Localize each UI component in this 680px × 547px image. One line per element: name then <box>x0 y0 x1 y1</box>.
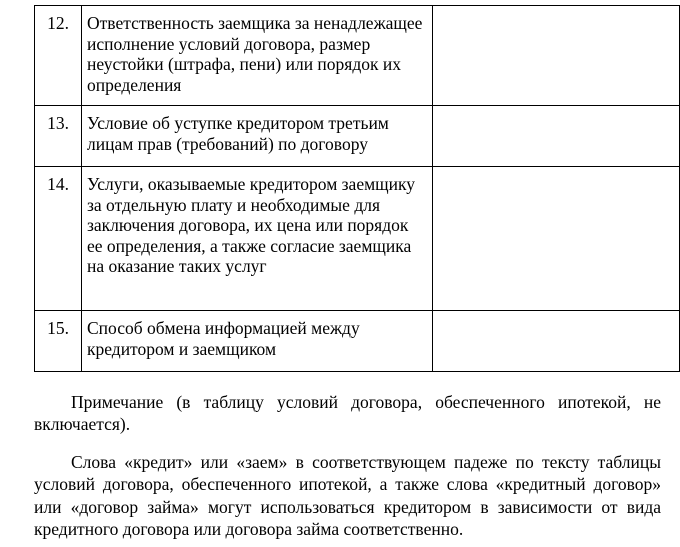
row-value-cell <box>433 311 680 372</box>
row-number: 12. <box>35 6 82 106</box>
row-number: 13. <box>35 106 82 167</box>
table-row <box>35 106 680 167</box>
contract-terms-table <box>34 5 680 372</box>
note-paragraph: Примечание (в таблицу условий договора, обеспеченного ипотекой, не включается). <box>34 392 661 435</box>
row-value-cell <box>433 6 680 106</box>
row-description: Ответственность заемщика за ненадлежащее исполнение условий договора, размер неустойки (штрафа, пени) или порядок их определения <box>82 6 433 106</box>
row-value-cell <box>433 167 680 311</box>
table-row <box>35 167 680 311</box>
table-row <box>35 311 680 372</box>
note-paragraph: Слова «кредит» или «заем» в соответствующем падеже по тексту таблицы условий договора, обеспеченного ипотекой, а также слова «кредитный договор» или «договор займа» могут использоваться кредитором в зависимости от вида кредитного договора или договора займа соответственно. <box>34 452 661 539</box>
row-number: 14. <box>35 167 82 311</box>
row-description: Условие об уступке кредитором третьим лицам прав (требований) по договору <box>82 106 433 167</box>
row-description: Услуги, оказываемые кредитором заемщику за отдельную плату и необходимые для заключения договора, их цена или порядок ее определения, а также согласие заемщика на оказание таких услуг <box>82 167 433 311</box>
row-number: 15. <box>35 311 82 372</box>
row-value-cell <box>433 106 680 167</box>
table-row <box>35 6 680 106</box>
row-description: Способ обмена информацией между кредитором и заемщиком <box>82 311 433 372</box>
